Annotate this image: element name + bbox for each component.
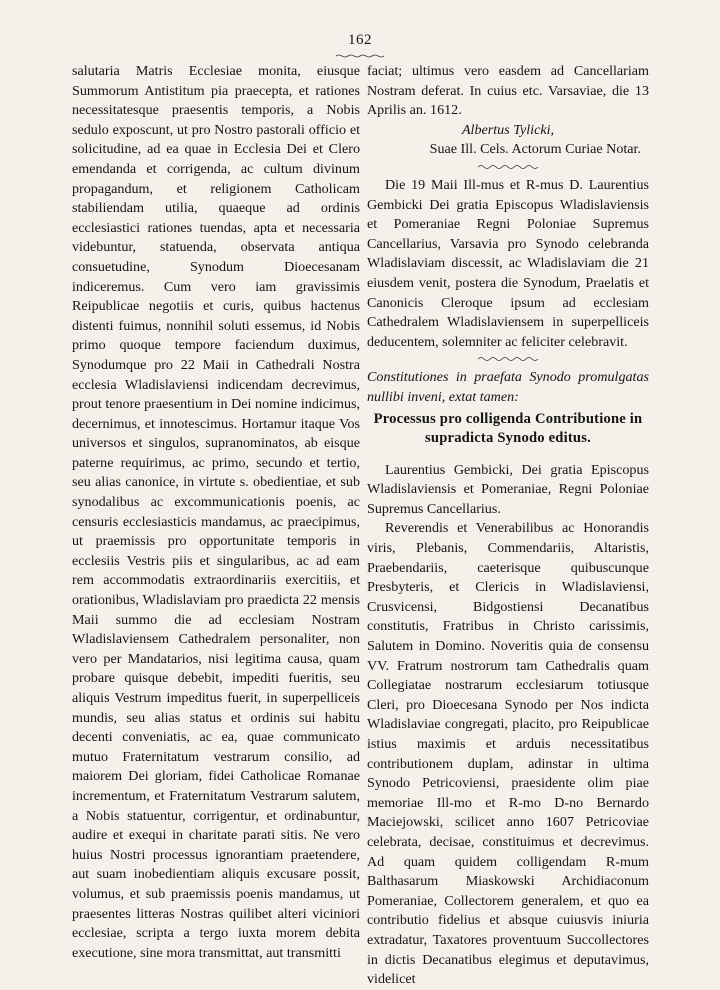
synod-paragraph: Die 19 Maii Ill-mus et R-mus D. Laurentius Gembicki Dei gratia Episcopus Wladislaviensis et Pomeraniae Regni Poloniae Supremus Cancellarius, Varsavia pro Synodo celebranda Wladislaviam discessit, ac Wladislaviam die 21 eiusdem venit, postera die Synodum, Praelatis et Canonicis Cleroque ipsum ad ecclesiam Cathedralem Wladislaviensem in superpelliceis deducentem, solemniter ac feliciter celebravit. [367, 176, 649, 350]
left-column [72, 62, 360, 963]
divider-ornament [478, 356, 538, 362]
signature-name: Albertus Tylicki, [461, 121, 555, 138]
left-column-text: salutaria Matris Ecclesiae monita, eiusque Summorum Antistitum pia praecepta, et rationes necessitatesque praesentis temporis, a Nobis sedulo exposcunt, ut pro Nostro pastorali officio et solicitudine, ad ea quae in Ecclesia Dei et Clero emendanda et corrigenda, ac cultum divinum propagandum, et religionem Catholicam stabiliendam utilia, quaeque ad ordinis ecclesiastici rationes tuendas, apta et necessaria videbuntur, statuenda, observata antiqua consuetudine, Synodum Dioecesanam indiceremus. Cum vero iam gravissimis Reipublicae negotiis et curis, quibus hactenus distenti fuimus, nonnihil soluti essemus, id Nobis primo quoque tempore faciendum duximus, Synodumque pro 22 Maii in Cathedrali Nostra ecclesia Wladislaviensi indicendam decrevimus, prout tenore praesentium in Dei nomine indicimus, decernimus, et innotescimus. Hortamur itaque Vos universos et singulos, supranominatos, ab eisque paterne requirimus, ac primo, secundo et tertio, seu alias canonice, in virtute s. obedientiae, et sub synodalibus ac excommunicationis poenis, ac censuris ecclesiasticis mandamus, ac praecipimus, ut praemissis pro opportunitate temporis in ecclesiis Vestris piis et singularibus, ac ad eam rem accommodatis extraordinariis exercitiis, et orationibus, Wladislaviam pro praedicta 22 mensis Maii summo die ad ecclesiam Nostram Wladislaviensem Cathedralem personaliter, non vero per Mandatarios, nisi legitima causa, quam probare quisque debebit, impediti fueritis, seu aliquis Vestrum impeditus fuerit, in superpelliceis mundis, seu alias status et ordinis sui habitu decenti conveniatis, ac ea, quae communicato mutuo Fraternitatum vestrarum consilio, ad maiorem Dei gloriam, fidei Catholicae Romanae incrementum, et Fraternitatum Vestrarum salutem, a Nobis statuentur, corrigentur, et ordinabuntur, audire et exequi in charitate parati sitis. Ne vero huius Nostri processus ignorantiam praetendere, aut suam inobedientiam aliquis excusare possit, volumus, et sub praemissis poenis mandamus, ut praesentes litteras Nostras quilibet alteri viciniori ecclesiae, scripta a tergo iuxta morem debita executione, sine mora transmittat, aut transmitti [72, 63, 360, 961]
letter-closing: faciat; ultimus vero easdem ad Cancellariam Nostram deferat. In cuius etc. Varsaviae, die 13 Aprilis an. 1612. [367, 63, 649, 119]
page-number-ornament [336, 54, 386, 58]
section-heading: Processus pro colligenda Contributione in supradicta Synodo editus. [373, 410, 643, 447]
signature-title: Suae Ill. Cels. Actorum Curiae Notar. [429, 141, 641, 158]
right-column [367, 62, 649, 990]
editor-note: Constitutiones in praefata Synodo promulgatas nullibi inveni, extat tamen: [367, 369, 649, 405]
body-paragraph: Reverendis et Venerabilibus ac Honorandis viris, Plebanis, Commendariis, Altaristis, Praebendariis, caeterisque quibuscunque Presbyteris, et Clericis in Wladislaviensi, Crusvicensi, Bidgostiensi Decanatibus constitutis, Fratribus in Christo carissimis, Salutem in Domino. Noveritis quia de consensu VV. Fratrum nostrorum tam Cathedralis quam Collegiatae nostrarum ecclesiarum totiusque Cleri, pro Dioecesana Synodo per Nos indicta Wladislaviae congregati, placito, pro Reipublicae istius maximis et arduis necessitatibus contributionem duplam, adinstar in ultima Synodo Petricoviensi, praesidente olim piae memoriae Ill-mo et R-mo D-no Bernardo Maciejowski, scilicet anno 1607 Petricoviae celebrata, decisae, constituimus et decrevimus. Ad quam quidem colligendam R-mum Balthasarum Miaskowski Archidiaconum Pomeraniae, Collectorem generalem, et quo ea contributio fidelius et absque cuiusvis iniuria extradatur, Taxatores proventuum Succollectores in dictis Decanatibus elegimus et deputavimus, videlicet [367, 520, 649, 988]
page-number: 162 [348, 32, 372, 48]
salutation-paragraph: Laurentius Gembicki, Dei gratia Episcopus Wladislaviensis et Pomeraniae, Regni Poloniae Supremus Cancellarius. [367, 461, 649, 517]
divider-ornament [478, 164, 538, 170]
